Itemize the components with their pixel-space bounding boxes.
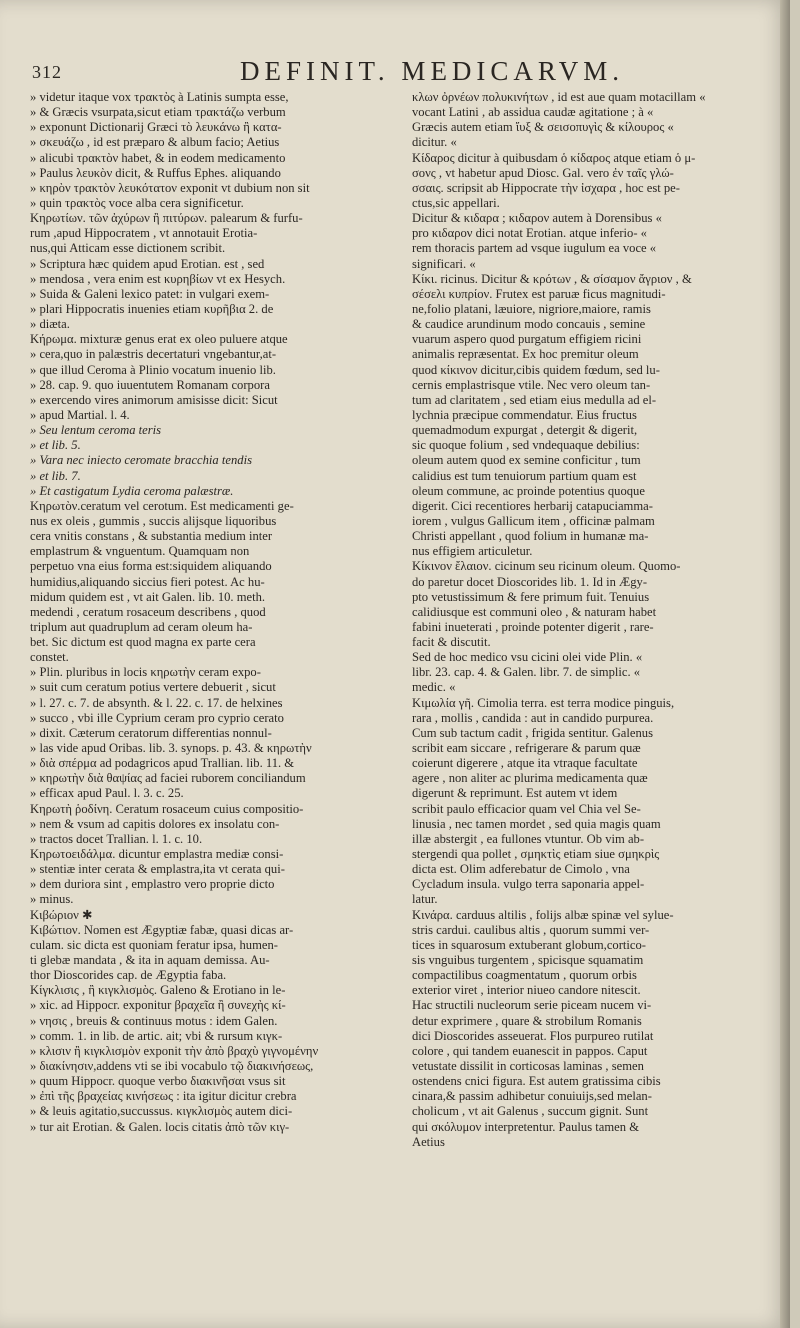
text-line: ti glebæ mandata , & ita in aquam demissa. Au- [30,953,270,968]
text-line: sic quoque folium , sed vndequaque debilius: [412,438,640,453]
text-line: vetustate dissilit in corticosas laminas , semen [412,1059,644,1073]
text-line: » minus. [30,892,74,907]
text-line: » dixit. Cæterum ceratorum differentias nonnul- [30,725,272,740]
text-line: » Seu lentum ceroma teris [30,423,162,438]
text-line: constet. [30,650,69,665]
text-line: » tractos docet Trallian. l. 1. c. 10. [30,831,203,846]
text-line: midum quidem est , vt ait Galen. lib. 10. meth. [30,589,266,604]
text-line: compactilibus coagmentatum , quorum orbis [412,968,637,983]
text-line: » Paulus λευκὸν dicit, & Ruffus Ephes. aliquando [30,165,281,180]
text-line: humidius,aliquando siccius fieri potest. Ac hu- [30,574,265,589]
text-line: Κιμωλία γῆ. Cimolia terra. est terra modice pinguis, [412,695,675,710]
text-line: quod κίκινον dicitur,cibis quidem fœdum, sed lu- [412,362,660,377]
text-line: Κηρωτὸν.ceratum vel cerotum. Est medicamenti ge- [30,498,294,513]
text-line: qui σκόλυμον interpretentur. Paulus tamen & [412,1119,639,1134]
text-line: » Suida & Galeni lexico patet: in vulgari exem- [30,286,270,301]
text-line: » κηρωτὴν διὰ θαψίας ad faciei ruborem conciliandum [30,771,306,786]
text-line: » ἐπὶ τῆς βραχείας κινήσεως : ita igitur dicitur crebra [30,1089,297,1104]
text-line: cera vnitis constans , & substantia medium inter [30,529,273,544]
text-line: » exercendo vires animorum amisisse dicit: Sicut [30,392,278,407]
text-line: » xic. ad Hippocr. exponitur βραχεῖα ἢ συνεχὴς κί- [30,998,286,1013]
text-line: σσαις. scripsit ab Hippocrate τὴν ἰσχαρα , hoc est pe- [412,180,680,195]
text-line: Κηρωτίων. τῶν ἀχύρων ἢ πιτύρων. palearum & furfu- [30,211,303,226]
text-line: Κηρωτοειδάλμα. dicuntur emplastra mediæ consi- [30,847,284,862]
text-line: exterior viret , interior niueo candore nitescit. [412,983,641,998]
text-line: » διακίνησιν,addens vti se ibi vocabulo τῷ διακινήσεως, [30,1059,314,1073]
text-line: linusia , nec tamen mordet , sed quia magis quam [412,816,661,831]
text-line: colore , qui tandem euanescit in pappos. Caput [412,1043,648,1058]
text-line: Κηρωτὴ ῥοδίνη. Ceratum rosaceum cuius compositio- [30,801,304,816]
text-line: Cum sub tactum cadit , frigida sentitur. Galenus [412,725,653,740]
text-line: ostendens cnici figura. Est autem gratissima cibis [412,1074,661,1089]
text-line: iorem , vulgus Gallicum item , officinæ palmam [412,513,655,528]
text-line: » et lib. 5. [30,438,81,453]
text-line: tices in squarosum extuberant globum,cortico- [412,937,646,952]
text-line: calidius est tum tenuiorum partium quam est [412,468,637,483]
text-line: σέσελι κυπρίον. Frutex est paruæ ficus magnitudi- [412,286,666,301]
text-line: stris cardui. caulibus altis , quorum summi ver- [412,922,650,937]
text-line: Græcis autem etiam ἴυξ & σεισοπυγὶς & κίλουρος « [412,120,674,135]
text-line: pro κιδαρον dici notat Erotian. atque inferio- « [412,226,647,241]
text-line: » 28. cap. 9. quo iuuentutem Romanam corpora [30,377,270,392]
right-column [412,90,772,1150]
text-line: libr. 23. cap. 4. & Galen. libr. 7. de simplic. « [412,665,641,680]
text-line: stergendi qua pollet , σμηκτὶς etiam siue σμηκρὶς [412,847,660,862]
text-line: » κλισιν ἢ κιγκλισμὸν exponit τὴν ἀπὸ βραχὺ γιγνομένην [30,1043,319,1058]
text-line: rum ,apud Hippocratem , vt annotauit Erotia- [30,226,258,241]
text-line: » tur ait Erotian. & Galen. locis citatis ἀπὸ τῶν κιγ- [30,1119,290,1134]
text-line: » diæta. [30,317,70,332]
text-line: » & Græcis vsurpata,sicut etiam τρακτάζω verbum [30,105,286,120]
text-line: scribit paulo efficacior quam vel Chia vel Se- [412,801,641,816]
text-line: latur. [412,892,438,907]
text-line: Christi appellant , quod folium in humanæ ma- [412,529,649,544]
text-line: facit & discutit. [412,635,491,650]
text-line: tum ad claritatem , sed etiam eius medulla ad el- [412,392,657,407]
text-line: » suit cum ceratum potius vertere debuerit , sicut [30,680,276,695]
text-line: Κίδαρος dicitur à quibusdam ὁ κίδαρος atque etiam ὁ μ- [412,150,696,165]
text-line: » Vara nec iniecto ceromate bracchia tendis [30,453,252,468]
text-line: » & leuis agitatio,succussus. κιγκλισμὸς autem dici- [30,1104,293,1119]
text-line: » exponunt Dictionarij Græci τὸ λευκάνω ἢ κατα- [30,120,282,135]
text-line: Sed de hoc medico vsu cicini olei vide Plin. « [412,650,643,665]
text-line: lychnia præcipue commendatur. Eius fructus [412,407,637,422]
text-line: Κιβώτιον. Nomen est Ægyptiæ fabæ, quasi dicas ar- [30,922,294,937]
text-line: coierunt digerere , atque ita vtraque facultate [412,756,638,771]
text-line: » succo , vbi ille Cyprium ceram pro cyprio cerato [30,710,284,725]
text-line: » comm. 1. in lib. de artic. ait; vbi & rursum κιγκ- [30,1028,283,1043]
text-line: » σκευάζω , id est præparo & album facio; Aetius [30,135,280,150]
text-line: » dem duriora sint , emplastro vero proprie dicto [30,877,275,892]
text-line: digerit. Cici recentiores herbarij catapuciamma- [412,498,653,513]
text-line: dici Dioscorides asseuerat. Flos purpureo rutilat [412,1028,654,1043]
text-line: » plari Hippocratis inuenies etiam κυρῆβια 2. de [30,301,274,316]
text-line: cholicum , vt ait Galenus , succum gignit. Sunt [412,1104,649,1119]
page-number: 312 [32,62,62,82]
text-line: Κινάρα. carduus altilis , folijs albæ spinæ vel sylue- [412,907,674,922]
text-line: Κιβώριον ✱ [30,907,93,922]
text-line: fabini inueterati , proinde potenter digerit , rare- [412,619,654,634]
text-line: nus,qui Atticam esse dictionem scribit. [30,241,226,256]
text-line: digerunt & reprimunt. Est autem vt idem [412,786,618,801]
text-line: triplum aut quadruplum ad ceram oleum ha- [30,619,253,634]
text-line: Hac structili nucleorum serie piceam nucem vi- [412,998,652,1013]
text-line: pto vetustissimum & fere primum fuit. Tenuius [412,589,650,604]
text-line: ne,folio platani, læuiore, nigriore,maiore, ramis [412,301,651,316]
page-edge-shadow [780,0,790,1328]
text-line: ctus,sic appellari. [412,195,500,210]
text-line: animalis repræsentat. Ex hoc premitur oleum [412,347,639,362]
left-column [30,90,402,1135]
text-line: Cycladum insula. vulgo terra saponaria appel- [412,877,645,892]
text-line: Κίγκλισις , ἢ κιγκλισμὸς. Galeno & Erotiano in le- [30,983,286,998]
text-line: dicitur. « [412,135,457,150]
text-line: » νησις , breuis & continuus motus : idem Galen. [30,1013,278,1028]
text-line: » Plin. pluribus in locis κηρωτὴν ceram expo- [30,665,261,680]
text-line: medendi , ceratum rosaceum describens , quod [30,604,266,619]
text-line: » διὰ σπέρμα ad podagricos apud Trallian. lib. 11. & [30,756,295,771]
text-line: » alicubi τρακτὸν habet, & in eodem medicamento [30,150,286,165]
text-line: Aetius [412,1134,445,1149]
text-line: illæ abstergit , ea fullones vtuntur. Ob vim ab- [412,831,645,846]
text-line: detur exprimere , quare & strobilum Romanis [412,1013,642,1028]
text-line: significari. « [412,256,476,271]
text-line: » cera,quo in palæstris decertaturi vngebantur,at- [30,347,277,362]
text-line: sis vnguibus turgentem , spicisque squamatim [412,953,644,968]
running-head [32,56,772,88]
text-line: » quum Hippocr. quoque verbo διακινῆσαι vsus sit [30,1074,286,1089]
text-line: medic. « [412,680,456,695]
text-line: Κίκι. ricinus. Dicitur & κρότων , & σίσαμον ἄγριον , & [412,271,692,286]
text-line: scribit eam siccare , refrigerare & parum quæ [412,741,641,756]
text-line: agere , non aliter ac plurima medicamenta quæ [412,771,648,786]
text-line: » et lib. 7. [30,468,81,483]
page-title: DEFINIT. MEDICARVM. [239,56,625,86]
text-line: » Scriptura hæc quidem apud Erotian. est , sed [30,256,265,271]
text-line: bet. Sic dictum est quod magna ex parte cera [30,635,256,650]
text-line: vocant Latini , ab assidua caudæ agitatione ; à « [412,105,654,120]
text-line: quemadmodum expurgat , detergit & digerit, [412,423,638,438]
text-line: culam. sic dicta est quoniam feratur ipsa, humen- [30,937,278,952]
text-line: Κίκινον ἔλαιον. cicinum seu ricinum oleum. Quomo- [412,559,681,574]
text-line: » efficax apud Paul. l. 3. c. 25. [30,786,184,801]
text-line: » que illud Ceroma à Plinio vocatum inuenio lib. [30,362,276,377]
text-line: nus effigiem articuletur. [412,544,533,559]
text-line: & caudice arundinum modo concauis , semine [412,317,646,332]
text-line: cinara,& passim adhibetur conuiuijs,sed melan- [412,1089,652,1104]
text-line: » l. 27. c. 7. de absynth. & l. 22. c. 17. de helxines [30,695,283,710]
text-line: cernis emplastrisque vtile. Nec vero oleum tan- [412,377,651,392]
text-line: dicta est. Olim adferebatur de Cimolo , vna [412,862,630,877]
text-line: » quin τρακτὸς voce alba cera significetur. [30,195,244,210]
text-line: vuarum aspero quod purgatum effigiem ricini [412,332,642,347]
text-line: nus ex oleis , gummis , succis alijsque liquoribus [30,513,277,528]
text-line: perpetuo vna eius forma est:siquidem aliquando [30,559,272,574]
text-line: » stentiæ inter cerata & emplastra,ita vt cerata qui- [30,862,285,877]
text-line: » apud Martial. l. 4. [30,407,130,422]
text-line: Κήρωμα. mixturæ genus erat ex oleo puluere atque [30,332,288,347]
text-line: emplastrum & vnguentum. Quamquam non [30,544,250,559]
text-line: Dicitur & κιδαρα ; κιδαρον autem à Dorensibus « [412,211,662,226]
text-line: calidiusque est communi oleo , & naturam habet [412,604,657,619]
text-line: thor Dioscorides cap. de Ægyptia faba. [30,968,227,983]
text-line: oleum commune, ac proinde potentius quoque [412,483,645,498]
text-line: rem thoracis partem ad vsque iugulum ea voce « [412,241,657,256]
text-line: do paretur docet Dioscorides lib. 1. Id in Ægy- [412,574,648,589]
text-line: oleum autem quod ex semine conficitur , tum [412,453,641,468]
text-line: » Et castigatum Lydia ceroma palæstræ. [30,483,234,498]
text-line: » nem & vsum ad capitis dolores ex insolatu con- [30,816,280,831]
text-line: » κηρὸν τρακτὸν λευκότατον exponit vt dubium non sit [30,180,310,195]
text-line: κλων ὀρνέων πολυκινήτων , id est aue quam motacillam « [412,90,706,104]
text-line: σονς , vt habetur apud Diosc. Gal. vero ἐν ταῖς γλώ- [412,165,674,180]
text-line: » videtur itaque vox τρακτὸς à Latinis sumpta esse, [30,90,289,104]
text-line: rara , mollis , candida : aut in candido purpurea. [412,710,654,725]
text-line: » mendosa , vera enim est κυρηβίων vt ex Hesych. [30,271,286,286]
text-line: » las vide apud Oribas. lib. 3. synops. p. 43. & κηρωτὴν [30,741,312,756]
